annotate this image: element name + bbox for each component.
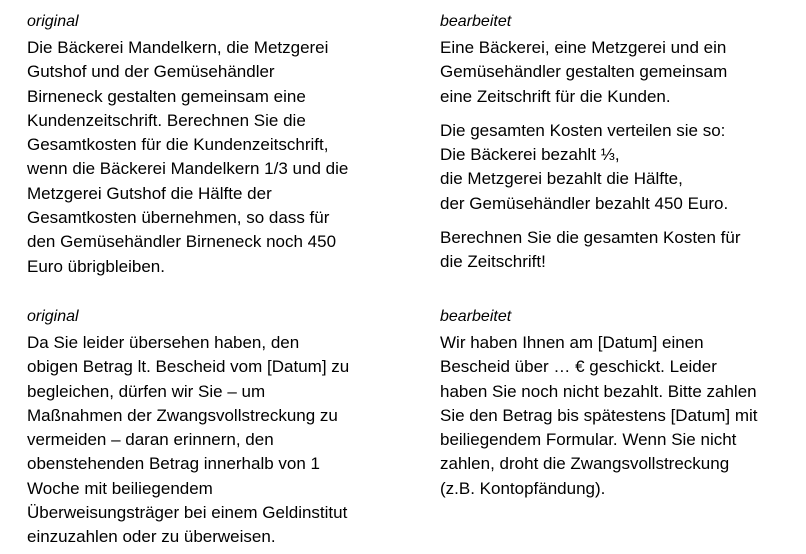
text-line: Birneneck gestalten gemeinsam eine [27,86,306,106]
paragraph [440,226,800,275]
top-right-edited-block [440,12,800,285]
text-line: vermeiden – daran erinnern, den [27,430,274,450]
text-line: Gesamtkosten übernehmen, so dass für [27,208,330,228]
text-line: den Gemüsehändler Birneneck noch 450 [27,232,337,252]
bottom-left-original-block [27,307,387,550]
text-line: Maßnahmen der Zwangsvollstreckung zu [27,405,338,425]
text-line: Da Sie leider übersehen haben, den [27,333,300,352]
text-line: Gemüsehändler gestalten gemeinsam [440,62,728,82]
text-line: Kundenzeitschrift. Berechnen Sie die [27,110,306,130]
text-line: Berechnen Sie die gesamten Kosten für [440,228,741,248]
text-line: eine Zeitschrift für die Kunden. [440,86,671,106]
top-left-original-block [27,12,387,279]
text-line: Überweisungsträger bei einem Geldinstitut [27,503,348,523]
text-line: obenstehenden Betrag innerhalb von 1 [27,454,321,474]
text-line: Bescheid über … € geschickt. Leider [440,357,717,377]
text-line: Die Bäckerei Mandelkern, die Metzgerei [27,38,329,57]
text-line: Wir haben Ihnen am [Datum] einen [440,333,704,352]
text-line: die Zeitschrift! [440,252,546,272]
edited-text-2 [440,331,800,501]
paragraph [440,119,800,216]
bottom-right-edited-block [440,307,800,501]
text-line: (z.B. Kontopfändung). [440,478,606,498]
text-line: einzuzahlen oder zu überweisen. [27,527,276,547]
text-line: begleichen, dürfen wir Sie – um [27,381,266,401]
text-line: beiliegendem Formular. Wenn Sie nicht [440,430,737,450]
text-line: haben Sie noch nicht bezahlt. Bitte zahlen [440,381,757,401]
original-text-1 [27,36,387,279]
edited-text-1 [440,36,800,275]
section-label-original: original [27,13,79,30]
text-line: Euro übrigbleiben. [27,256,165,276]
paragraph [440,36,800,109]
text-line: wenn die Bäckerei Mandelkern 1/3 und die [27,159,349,179]
text-line: Die Bäckerei bezahlt ⅓, [440,145,620,165]
section-label-edited: bearbeitet [440,13,512,30]
text-line: Gutshof und der Gemüsehändler [27,62,275,82]
text-line: Metzgerei Gutshof die Hälfte der [27,183,272,203]
section-label-edited: bearbeitet [440,308,512,325]
text-line: Eine Bäckerei, eine Metzgerei und ein [440,38,727,57]
text-line: die Metzgerei bezahlt die Hälfte, [440,169,683,189]
section-label-original: original [27,308,79,325]
text-line: Woche mit beiliegendem [27,478,213,498]
original-text-2 [27,331,387,550]
text-line: zahlen, droht die Zwangsvollstreckung [440,454,730,474]
text-line: obigen Betrag lt. Bescheid vom [Datum] zu [27,357,350,377]
text-line: Gesamtkosten für die Kundenzeitschrift, [27,135,329,155]
text-line: der Gemüsehändler bezahlt 450 Euro. [440,193,729,213]
text-line: Die gesamten Kosten verteilen sie so: [440,120,726,140]
text-line: Sie den Betrag bis spätestens [Datum] mit [440,405,758,425]
